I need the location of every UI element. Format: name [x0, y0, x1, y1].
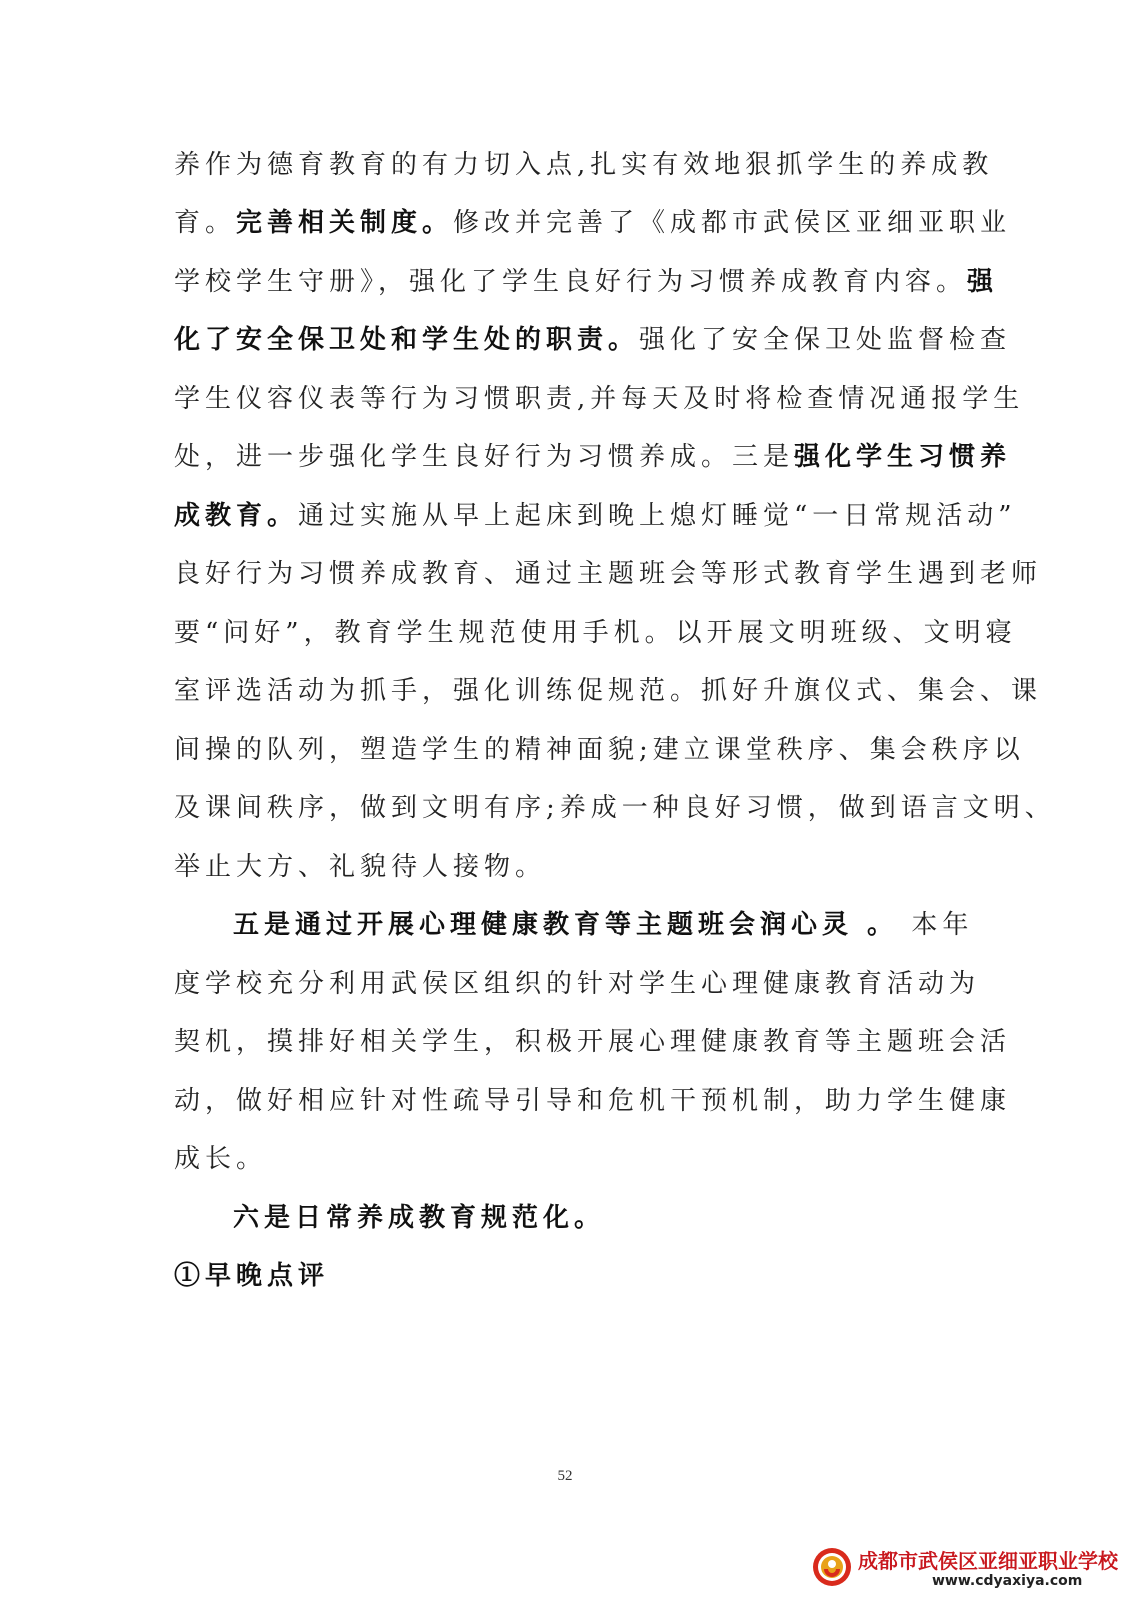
- paragraph-line-18: [174, 1139, 957, 1179]
- section-six-heading: [233, 1198, 957, 1238]
- text-run: 良好行为习惯养成教育、通过主题班会等形式教育学生遇到老师: [174, 559, 1043, 589]
- paragraph-line-16: [174, 1022, 1012, 1062]
- paragraph-line-15: [174, 964, 981, 1004]
- paragraph-line-3: [174, 262, 999, 302]
- text-run: 育。: [174, 208, 237, 238]
- paragraph-line-7: [174, 496, 1017, 536]
- paragraph-line-8: [174, 554, 1043, 594]
- section-five-heading-line: [233, 905, 974, 945]
- bold-text-run: 强: [967, 267, 999, 297]
- paragraph-line-6: [174, 437, 1012, 477]
- school-emblem-icon: [812, 1547, 852, 1587]
- school-watermark: [812, 1545, 1118, 1595]
- paragraph-line-10: [174, 671, 1043, 711]
- paragraph-line-1: [174, 145, 994, 185]
- paragraph-line-9: [174, 613, 1017, 653]
- paragraph-line-2: [174, 203, 1012, 243]
- watermark-url: www.cdyaxiya.com: [932, 1573, 1083, 1589]
- paragraph-line-17: [174, 1081, 1012, 1121]
- text-run: 修改并完善了《成都市武侯区亚细亚职业: [453, 208, 1012, 238]
- text-run: 处，进一步强化学生良好行为习惯养成。三是: [174, 442, 795, 472]
- watermark-school-name: 成都市武侯区亚细亚职业学校: [858, 1549, 1118, 1573]
- bold-text-run: 成教育。: [174, 501, 299, 531]
- bold-text-run: 五是通过开展心理健康教育等主题班会润心灵 。: [233, 910, 899, 940]
- text-run: 要“问好”，教育学生规范使用手机。以开展文明班级、文明寝: [174, 618, 1017, 648]
- text-run: 养作为德育教育的有力切入点,扎实有效地狠抓学生的养成教: [174, 150, 994, 180]
- text-run: 通过实施从早上起床到晚上熄灯睡觉“一日常规活动”: [298, 501, 1017, 531]
- text-run: 举止大方、礼貌待人接物。: [174, 852, 547, 882]
- text-run: 强化了安全保卫处监督检查: [639, 325, 1012, 355]
- bold-text-run: 完善相关制度。: [236, 208, 454, 238]
- paragraph-line-12: [174, 788, 1056, 828]
- text-run: 契机，摸排好相关学生，积极开展心理健康教育等主题班会活: [174, 1027, 1012, 1057]
- text-run: 及课间秩序，做到文明有序;养成一种良好习惯，做到语言文明、: [174, 793, 1056, 823]
- paragraph-line-4: [174, 320, 1012, 360]
- paragraph-line-11: [174, 730, 1025, 770]
- bold-text-run: ①早晚点评: [174, 1261, 330, 1291]
- text-run: 动，做好相应针对性疏导引导和危机干预机制，助力学生健康: [174, 1086, 1012, 1116]
- bold-text-run: 强化学生习惯养: [794, 442, 1012, 472]
- page-number: 52: [557, 1468, 573, 1484]
- text-run: 度学校充分利用武侯区组织的针对学生心理健康教育活动为: [174, 969, 981, 999]
- text-run: 学校学生守册》，强化了学生良好行为习惯养成教育内容。: [174, 267, 968, 297]
- text-run: 本年: [898, 910, 974, 940]
- text-run: 学生仪容仪表等行为习惯职责,并每天及时将检查情况通报学生: [174, 384, 1025, 414]
- subsection-heading: [174, 1256, 957, 1296]
- paragraph-line-5: [174, 379, 1025, 419]
- paragraph-line-13: [174, 847, 957, 887]
- text-run: 室评选活动为抓手，强化训练促规范。抓好升旗仪式、集会、课: [174, 676, 1043, 706]
- bold-text-run: 化了安全保卫处和学生处的职责。: [174, 325, 640, 355]
- bold-text-run: 六是日常养成教育规范化。: [233, 1203, 606, 1233]
- text-run: 间操的队列，塑造学生的精神面貌;建立课堂秩序、集会秩序以: [174, 735, 1025, 765]
- text-run: 成长。: [174, 1144, 268, 1174]
